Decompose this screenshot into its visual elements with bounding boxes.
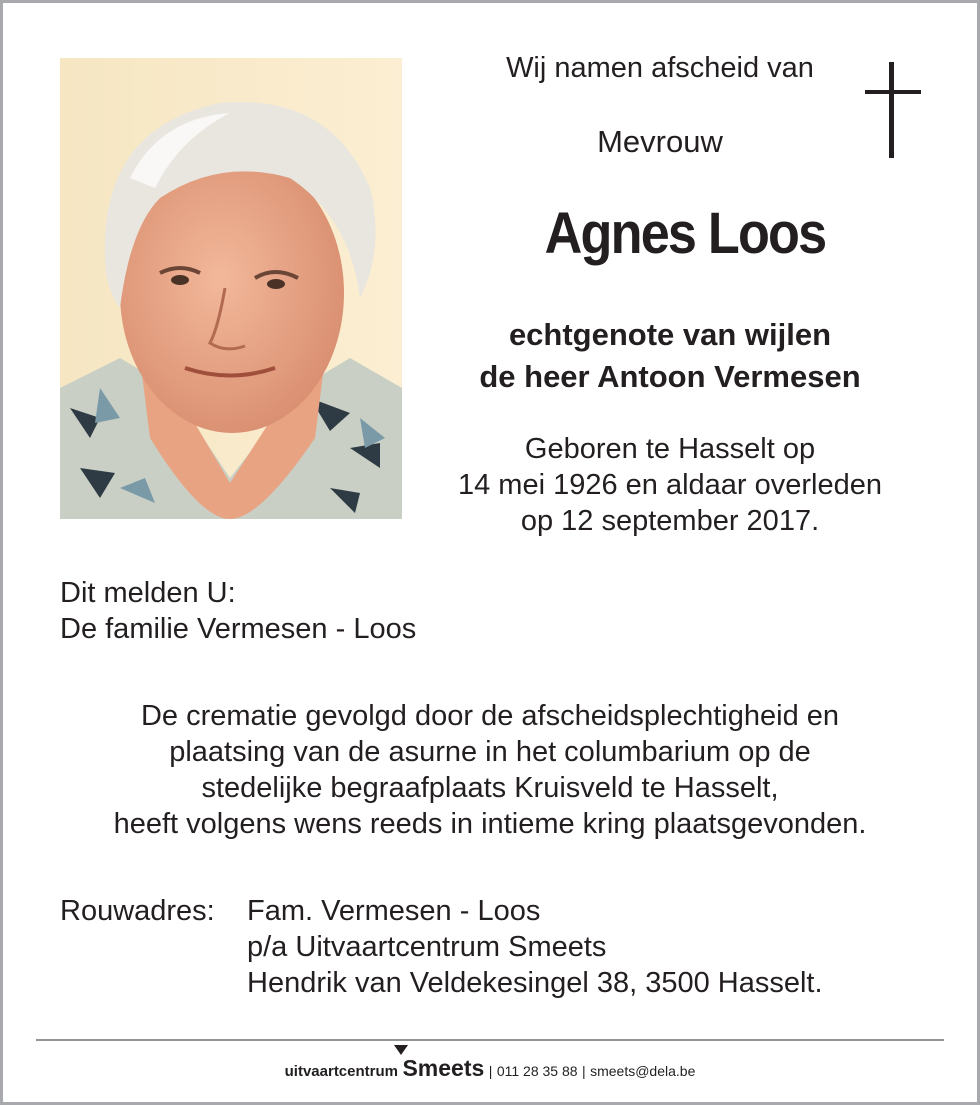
- brand-name: Smeets: [402, 1055, 485, 1081]
- spouse-line: de heer Antoon Vermesen: [479, 359, 861, 394]
- notice-line: Dit melden U:: [60, 577, 236, 609]
- triangle-down-icon: [394, 1045, 408, 1055]
- intro-text: Wij namen afscheid van: [506, 52, 814, 84]
- ceremony-text: [40, 698, 940, 842]
- separator: |: [582, 1063, 586, 1079]
- email-link[interactable]: smeets@dela.be: [590, 1063, 696, 1079]
- address-line: Fam. Vermesen - Loos: [247, 895, 541, 927]
- spouse-info: [420, 314, 920, 398]
- honorific: Mevrouw: [597, 124, 723, 159]
- separator: |: [488, 1063, 493, 1079]
- footer-divider: [36, 1039, 944, 1041]
- birth-line: 14 mei 1926 en aldaar overleden: [457, 469, 883, 501]
- notice-line: De familie Vermesen - Loos: [60, 613, 417, 645]
- family-notice: [60, 575, 416, 647]
- birth-line: op 12 september 2017.: [520, 505, 820, 537]
- brand-prefix: uitvaartcentrum: [284, 1063, 398, 1080]
- ceremony-line: De crematie gevolgd door de afscheidsplechtigheid en: [140, 700, 840, 732]
- birth-line: Geboren te Hasselt op: [524, 433, 816, 465]
- address-line: p/a Uitvaartcentrum Smeets: [247, 931, 607, 963]
- ceremony-line: stedelijke begraafplaats Kruisveld te Hasselt,: [201, 772, 779, 804]
- phone-number[interactable]: 011 28 35 88: [496, 1063, 578, 1079]
- address-label: Rouwadres:: [60, 895, 215, 927]
- address-line: Hendrik van Veldekesingel 38, 3500 Hasselt.: [247, 967, 823, 999]
- ceremony-line: plaatsing van de asurne in het columbarium op de: [169, 736, 811, 768]
- deceased-name: Agnes Loos: [544, 201, 826, 266]
- spouse-line: echtgenote van wijlen: [508, 317, 832, 352]
- mourning-address: [60, 893, 823, 1001]
- portrait-photo: [60, 58, 402, 519]
- ceremony-line: heeft volgens wens reeds in intieme kring plaatsgevonden.: [113, 808, 867, 840]
- latin-cross-icon: [865, 62, 921, 158]
- funeral-home-footer: [0, 1055, 980, 1082]
- birth-death-info: [420, 431, 920, 539]
